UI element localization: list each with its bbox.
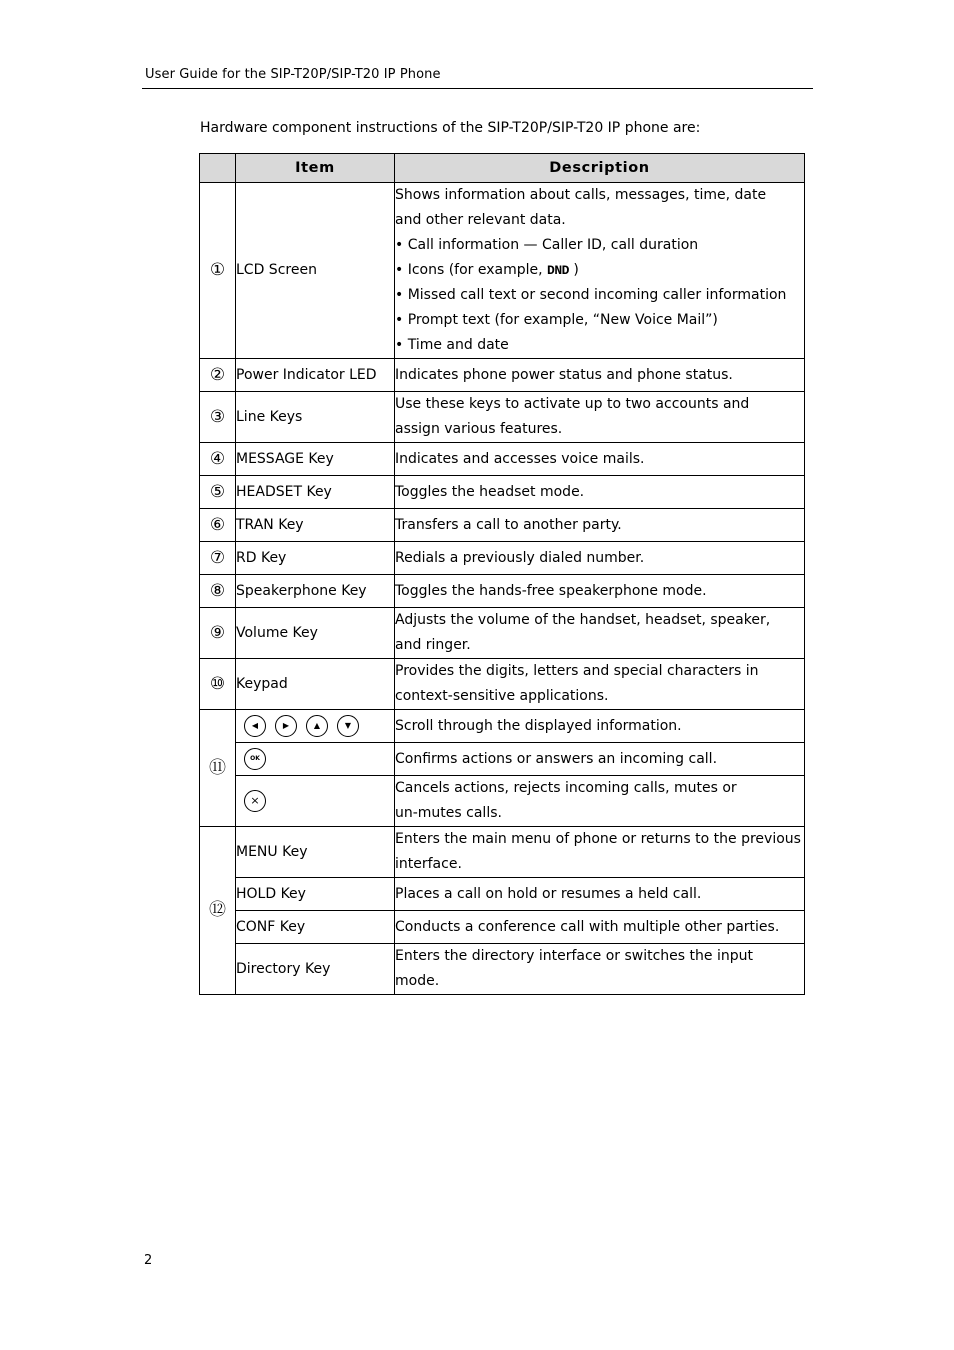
table-row <box>200 575 805 608</box>
desc-line: context-sensitive applications. <box>395 688 609 704</box>
row-item: RD Key <box>236 542 395 575</box>
row-description <box>395 878 805 911</box>
row-description <box>395 443 805 476</box>
table-row <box>200 608 805 659</box>
desc-line: Toggles the headset mode. <box>395 483 585 500</box>
header-number <box>200 154 236 183</box>
row-description <box>395 659 805 710</box>
dnd-icon: DND <box>547 263 569 278</box>
row-description <box>395 509 805 542</box>
row-number: ⑤ <box>200 476 236 509</box>
desc-line: • Prompt text (for example, “New Voice Mail”) <box>395 312 718 328</box>
hardware-components-table <box>199 153 805 995</box>
row-number: ③ <box>200 392 236 443</box>
row-number: ⑨ <box>200 608 236 659</box>
table-row <box>200 878 805 911</box>
desc-line: Shows information about calls, messages, time, date <box>395 187 767 203</box>
row-item: LCD Screen <box>236 183 395 359</box>
desc-line: Cancels actions, rejects incoming calls, mutes or <box>395 780 737 796</box>
row-item: HEADSET Key <box>236 476 395 509</box>
desc-line: assign various features. <box>395 421 563 437</box>
row-description <box>395 710 805 743</box>
desc-line: Enters the main menu of phone or returns to the previous <box>395 831 801 847</box>
table-row <box>200 659 805 710</box>
table-header-row <box>200 154 805 183</box>
desc-line: Adjusts the volume of the handset, headset, speaker, <box>395 612 771 628</box>
row-description <box>395 944 805 995</box>
desc-line: mode. <box>395 973 440 989</box>
arrow-keys-cell <box>236 710 395 743</box>
row-item: Directory Key <box>236 944 395 995</box>
row-item: Line Keys <box>236 392 395 443</box>
table-row <box>200 443 805 476</box>
table-row <box>200 509 805 542</box>
desc-text: • Icons (for example, <box>395 262 548 278</box>
desc-text: ) <box>568 262 579 278</box>
desc-line: interface. <box>395 856 462 872</box>
ok-key-icon: OK <box>244 748 266 770</box>
table-row <box>200 359 805 392</box>
row-item: HOLD Key <box>236 878 395 911</box>
desc-line: Indicates phone power status and phone status. <box>395 366 733 383</box>
row-description <box>395 608 805 659</box>
desc-line: Redials a previously dialed number. <box>395 549 645 566</box>
running-header: User Guide for the SIP-T20P/SIP-T20 IP Phone <box>145 67 441 82</box>
row-item: MESSAGE Key <box>236 443 395 476</box>
row-description <box>395 183 805 359</box>
row-description <box>395 575 805 608</box>
table-row <box>200 743 805 776</box>
desc-line: Enters the directory interface or switches the input <box>395 948 753 964</box>
row-item: Speakerphone Key <box>236 575 395 608</box>
desc-line: • Call information — Caller ID, call duration <box>395 237 699 253</box>
up-arrow-icon: ▲ <box>306 715 328 737</box>
table-row <box>200 542 805 575</box>
desc-line: Confirms actions or answers an incoming call. <box>395 750 718 767</box>
row-item: TRAN Key <box>236 509 395 542</box>
row-number: ④ <box>200 443 236 476</box>
row-item: Volume Key <box>236 608 395 659</box>
right-arrow-icon: ▶ <box>275 715 297 737</box>
row-description <box>395 827 805 878</box>
table-row <box>200 183 805 359</box>
desc-line: and ringer. <box>395 637 471 653</box>
down-arrow-icon: ▼ <box>337 715 359 737</box>
desc-line: • Time and date <box>395 337 509 353</box>
desc-line: Provides the digits, letters and special characters in <box>395 663 759 679</box>
desc-line: Use these keys to activate up to two accounts and <box>395 396 750 412</box>
row-description <box>395 359 805 392</box>
table-row <box>200 944 805 995</box>
row-description <box>395 743 805 776</box>
row-item: Keypad <box>236 659 395 710</box>
desc-line: Conducts a conference call with multiple other parties. <box>395 918 780 935</box>
desc-line: • Missed call text or second incoming caller information <box>395 287 787 303</box>
ok-key-cell <box>236 743 395 776</box>
row-number: ⑫ <box>200 827 236 995</box>
cancel-key-cell <box>236 776 395 827</box>
row-number: ① <box>200 183 236 359</box>
row-description <box>395 392 805 443</box>
table-row <box>200 911 805 944</box>
cancel-key-icon: × <box>244 790 266 812</box>
table-row <box>200 776 805 827</box>
desc-line: and other relevant data. <box>395 212 566 228</box>
row-item: CONF Key <box>236 911 395 944</box>
page-number: 2 <box>144 1253 153 1268</box>
desc-line: Places a call on hold or resumes a held call. <box>395 885 702 902</box>
header-description: Description <box>395 154 805 183</box>
header-rule <box>142 88 813 89</box>
desc-line: Transfers a call to another party. <box>395 516 622 533</box>
row-description <box>395 911 805 944</box>
table-row <box>200 476 805 509</box>
row-number: ⑥ <box>200 509 236 542</box>
table-row <box>200 392 805 443</box>
row-number: ⑩ <box>200 659 236 710</box>
row-item: MENU Key <box>236 827 395 878</box>
table-row <box>200 827 805 878</box>
left-arrow-icon: ◀ <box>244 715 266 737</box>
desc-line: un-mutes calls. <box>395 805 502 821</box>
row-number: ② <box>200 359 236 392</box>
row-description <box>395 476 805 509</box>
row-number: ⑪ <box>200 710 236 827</box>
row-number: ⑧ <box>200 575 236 608</box>
desc-line: Scroll through the displayed information. <box>395 717 682 734</box>
row-item: Power Indicator LED <box>236 359 395 392</box>
row-description <box>395 776 805 827</box>
table-row <box>200 710 805 743</box>
header-item: Item <box>236 154 395 183</box>
intro-paragraph: Hardware component instructions of the SIP-T20P/SIP-T20 IP phone are: <box>200 120 701 136</box>
row-number: ⑦ <box>200 542 236 575</box>
desc-line: Toggles the hands-free speakerphone mode. <box>395 582 707 599</box>
desc-line <box>395 258 804 283</box>
row-description <box>395 542 805 575</box>
desc-line: Indicates and accesses voice mails. <box>395 450 645 467</box>
